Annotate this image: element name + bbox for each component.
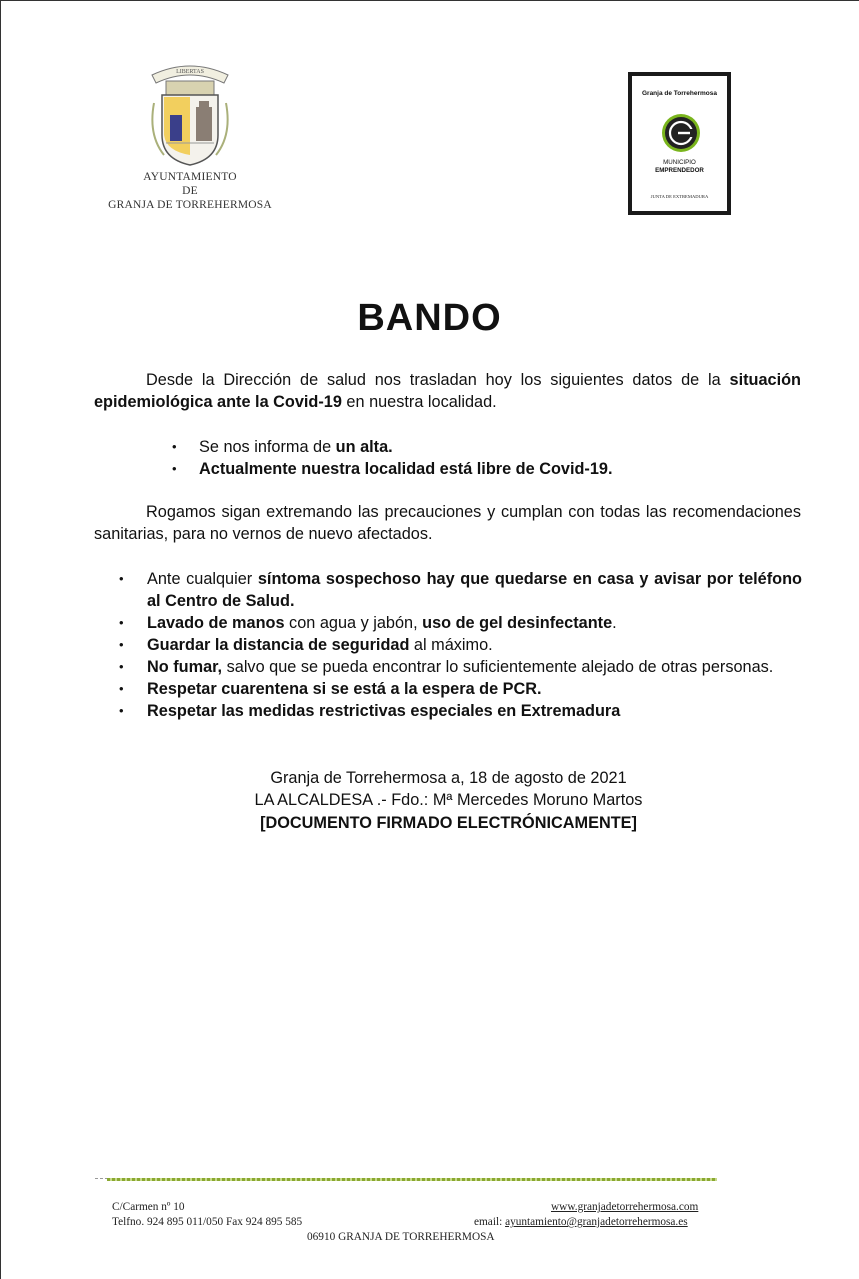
status-item-text: Se nos informa de — [199, 438, 336, 456]
footer-phone: Telfno. 924 895 011/050 Fax 924 895 585 — [112, 1216, 303, 1228]
intro-paragraph — [94, 369, 801, 413]
footer-website-link[interactable]: www.granjadetorrehermosa.com — [551, 1201, 699, 1213]
measure-bold: Lavado de manos — [147, 614, 285, 632]
measure-text: . — [612, 614, 617, 632]
municipio-emprendedor-badge — [628, 72, 731, 215]
bullet: • — [172, 461, 177, 476]
footer-email — [474, 1216, 688, 1228]
coat-of-arms-icon — [144, 55, 236, 173]
footer-email-link[interactable]: ayuntamiento@granjadetorrehermosa.es — [505, 1216, 688, 1228]
status-item — [172, 436, 799, 458]
badge-caption — [632, 159, 727, 175]
council-line-1: AYUNTAMIENTO — [143, 171, 237, 183]
request-paragraph — [94, 501, 801, 545]
bullet: • — [119, 659, 124, 674]
document-title: BANDO — [357, 297, 502, 339]
intro-text-1: Desde la Dirección de salud nos trasladan hoy los siguientes datos de la — [146, 371, 730, 389]
signatory: LA ALCALDESA .- Fdo.: Mª Mercedes Moruno Martos — [254, 791, 643, 809]
bullet: • — [119, 703, 124, 718]
page-top-border — [0, 0, 859, 1]
measure-text: con agua y jabón, — [284, 614, 423, 632]
council-name — [80, 170, 300, 212]
measure-item — [119, 568, 802, 612]
footer-divider — [95, 1178, 717, 1184]
bullet: • — [119, 571, 124, 586]
measure-bold: uso de gel desinfectante — [422, 614, 613, 632]
page-left-border — [0, 0, 1, 1279]
measure-item — [119, 612, 802, 634]
measure-text: salvo que se pueda encontrar lo suficientemente alejado de otras personas. — [222, 658, 774, 676]
bullet: • — [172, 439, 177, 454]
status-item — [172, 458, 799, 480]
badge-footer: JUNTA DE EXTREMADURA — [650, 194, 709, 199]
intro-text-2: en nuestra localidad. — [341, 393, 497, 411]
bullet: • — [119, 681, 124, 696]
motto-text: LIBERTAS — [176, 69, 204, 75]
measure-bold: Guardar la distancia de seguridad — [147, 636, 410, 654]
bullet: • — [119, 615, 124, 630]
place-date: Granja de Torrehermosa a, 18 de agosto de 2021 — [270, 769, 627, 787]
measure-text: Ante cualquier — [147, 570, 258, 588]
bullet: • — [119, 637, 124, 652]
status-item-bold: Actualmente nuestra localidad está libre de Covid-19. — [199, 460, 613, 478]
footer-address: C/Carmen nº 10 — [112, 1201, 185, 1213]
footer-postal: 06910 GRANJA DE TORREHERMOSA — [307, 1231, 495, 1243]
measure-bold: Respetar las medidas restrictivas especiales en Extremadura — [147, 702, 621, 720]
measures-list — [119, 568, 802, 722]
email-label: email: — [474, 1216, 506, 1228]
badge-line-1: MUNICIPIO — [663, 159, 696, 166]
council-line-2: DE — [182, 185, 198, 197]
measure-item — [119, 656, 802, 678]
status-item-bold: un alta. — [335, 438, 393, 456]
measure-item — [119, 678, 802, 700]
measure-text: al máximo. — [409, 636, 493, 654]
badge-title: Granja de Torrehermosa — [641, 90, 718, 97]
council-line-3: GRANJA DE TORREHERMOSA — [108, 199, 272, 211]
measure-item — [119, 700, 802, 722]
status-list — [172, 436, 799, 480]
measure-bold: Respetar cuarentena si se está a la espera de PCR. — [147, 680, 542, 698]
badge-line-2: EMPRENDEDOR — [655, 167, 704, 174]
measure-bold: No fumar, — [147, 658, 223, 676]
request-text: Rogamos sigan extremando las precauciones y cumplan con todas las recomendaciones sanitarias, para no vernos de nuevo afectados. — [94, 503, 801, 543]
measure-item — [119, 634, 802, 656]
signature-note: [DOCUMENTO FIRMADO ELECTRÓNICAMENTE] — [260, 814, 637, 832]
measure-bold: síntoma sospechoso hay que quedarse en casa y avisar por teléfono al Centro de Salud. — [147, 570, 802, 610]
emprendedor-logo-icon — [661, 113, 701, 153]
intro-text-bold: situación epidemiológica ante la Covid-19 — [94, 371, 801, 411]
